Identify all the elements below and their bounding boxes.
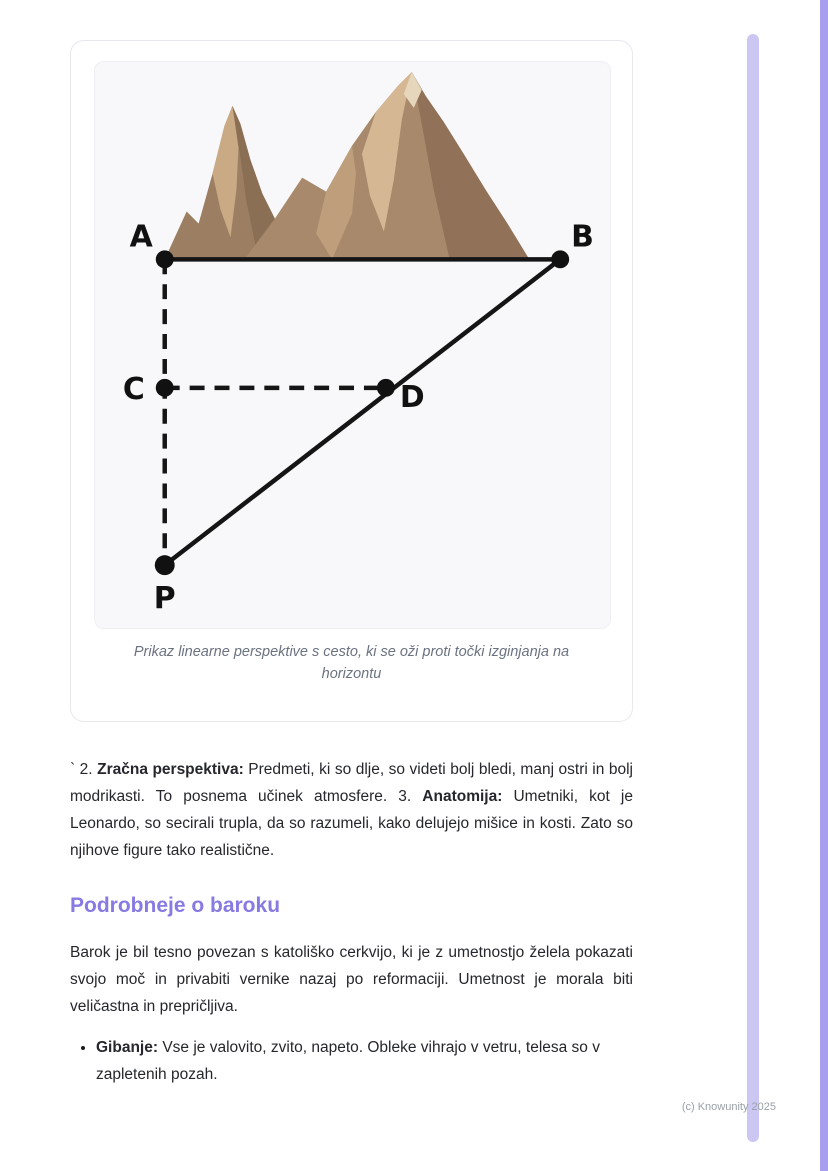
perspective-diagram-svg bbox=[95, 62, 610, 628]
figure-caption: Prikaz linearne perspektive s cesto, ki se oži proti točki izginjanja na horizontu bbox=[133, 644, 570, 683]
list-item-gibanje bbox=[96, 1034, 633, 1088]
para1-text1: Predmeti, ki so dlje, so videti bolj bledi, manj ostri in bolj modrikasti. To posnema učinek atmosfere. 3. bbox=[70, 761, 634, 805]
perspective-diagram bbox=[94, 61, 611, 629]
point-a bbox=[156, 250, 174, 268]
mountains-illustration bbox=[165, 72, 530, 259]
heading-podrobneje-o-baroku: Podrobneje o baroku bbox=[70, 894, 281, 917]
label-b: B bbox=[571, 219, 594, 255]
scrollbar-thumb[interactable] bbox=[747, 34, 759, 1142]
label-c: C bbox=[122, 371, 145, 407]
label-p: P bbox=[153, 580, 176, 616]
para1-bold-zracna: Zračna perspektiva: bbox=[97, 761, 244, 778]
label-d: D bbox=[399, 379, 425, 415]
bullet-list bbox=[70, 1034, 633, 1088]
paragraph-barok: Barok je bil tesno povezan s katoliško cerkvijo, ki je z umetnostjo želela pokazati svojo moč in privabiti vernike nazaj po reformaciji. Umetnost je morala biti veličastna in prepričljiva. bbox=[70, 944, 633, 1015]
para1-text2: Umetniki, kot je Leonardo, so secirali trupla, da so razumeli, kako delujejo mišice in kosti. Zato so njihove figure tako realistične. bbox=[70, 788, 633, 859]
point-d bbox=[377, 379, 395, 397]
main-content bbox=[70, 756, 633, 1088]
point-b bbox=[551, 250, 569, 268]
label-a: A bbox=[129, 219, 153, 255]
para1-prefix: ` 2. bbox=[70, 761, 98, 778]
figure-card bbox=[70, 40, 633, 722]
paragraph-perspective bbox=[70, 756, 633, 864]
diagram-lines bbox=[165, 259, 560, 565]
bullet-text-gibanje: Vse je valovito, zvito, napeto. Obleke vihrajo v vetru, telesa so v zapletenih pozah. bbox=[96, 1039, 600, 1083]
bullet-bold-gibanje: Gibanje: bbox=[96, 1039, 159, 1056]
point-c bbox=[156, 379, 174, 397]
line-b-p bbox=[165, 259, 560, 565]
right-edge-strip bbox=[820, 0, 828, 1171]
para1-bold-anatomija: Anatomija: bbox=[422, 788, 503, 805]
point-p bbox=[155, 555, 175, 575]
copyright-text: (c) Knowunity 2025 bbox=[681, 1101, 776, 1113]
